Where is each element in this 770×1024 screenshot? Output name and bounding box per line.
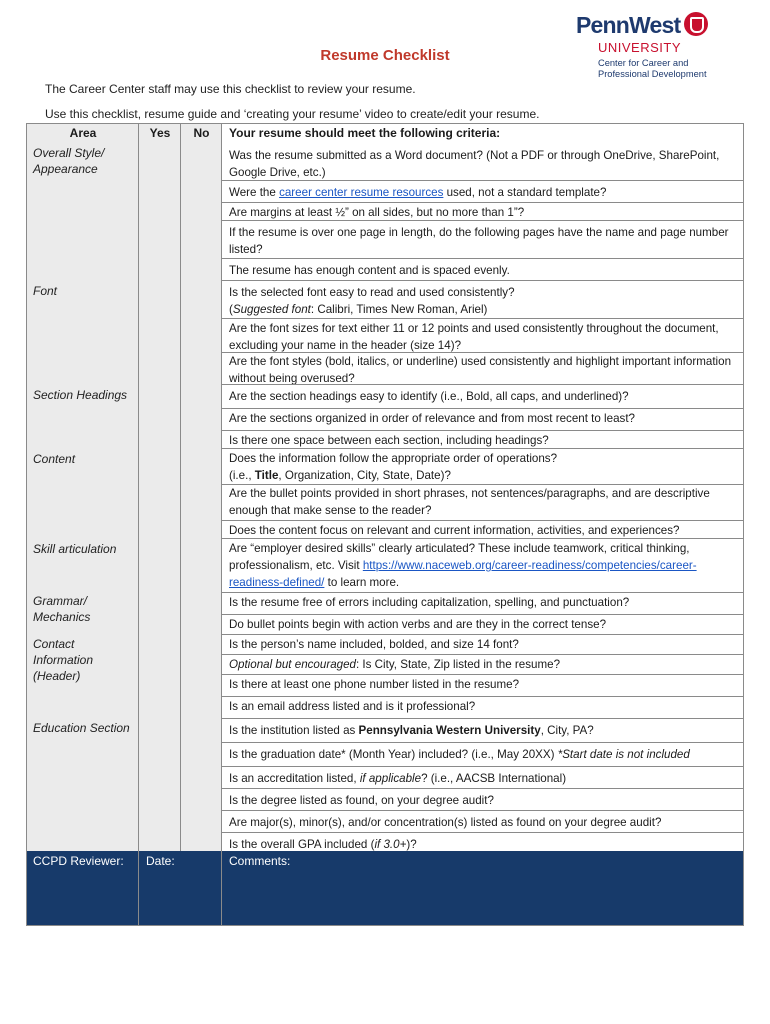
- criteria-text: Is there one space between each section, including headings?: [229, 434, 549, 447]
- criteria-row: [222, 258, 743, 280]
- criteria-text: Was the resume submitted as a Word document? (Not a PDF or through OneDrive, SharePoint, Google Drive, etc.): [229, 149, 720, 179]
- criteria-row: [222, 538, 743, 592]
- reviewer-footer: [27, 851, 743, 925]
- intro-line-1: The Career Center staff may use this checklist to review your resume.: [45, 82, 416, 96]
- criteria-text: Are the section headings easy to identify (i.e., Bold, all caps, and underlined)?: [229, 390, 629, 403]
- criteria-row: [222, 788, 743, 810]
- criteria-text: If the resume is over one page in length, do the following pages have the name and page number listed?: [229, 226, 729, 256]
- comments-label: Comments:: [229, 854, 291, 868]
- criteria-text: Is the overall GPA included (if 3.0+)?: [229, 838, 417, 851]
- area-column: [27, 124, 139, 925]
- area-overall-style: Overall Style/ Appearance: [33, 146, 105, 176]
- criteria-text: Are “employer desired skills” clearly articulated? These include teamwork, critical thinking, professionalism, etc. Visit https://www.naceweb.org/career-readiness/competencies/career-readiness-defined/ to learn more.: [229, 542, 697, 589]
- area-section-headings: Section Headings: [33, 388, 128, 402]
- criteria-row: [222, 742, 743, 766]
- criteria-row: [222, 592, 743, 614]
- page-title: Resume Checklist: [320, 47, 450, 64]
- criteria-row: [222, 202, 743, 220]
- criteria-row: [222, 430, 743, 448]
- header-yes: Yes: [149, 126, 171, 140]
- criteria-row: [222, 614, 743, 634]
- no-column[interactable]: [181, 124, 222, 925]
- area-education: Education Section: [33, 721, 130, 735]
- criteria-row: [222, 180, 743, 202]
- criteria-row: [222, 318, 743, 352]
- criteria-row: [222, 408, 743, 430]
- date-field[interactable]: [139, 851, 222, 925]
- criteria-row: [222, 654, 743, 674]
- criteria-text: Is the selected font easy to read and used consistently? (Suggested font: Calibri, Times New Roman, Ariel): [229, 286, 515, 316]
- criteria-text: Is the graduation date* (Month Year) included? (i.e., May 20XX) *Start date is not included: [229, 748, 690, 761]
- criteria-text: Is the degree listed as found, on your degree audit?: [229, 794, 494, 807]
- checklist-table: [26, 123, 744, 926]
- criteria-text: Does the content focus on relevant and current information, activities, and experiences?: [229, 524, 680, 537]
- comments-field[interactable]: [222, 851, 743, 925]
- criteria-text: Is the person’s name included, bolded, and size 14 font?: [229, 638, 519, 651]
- university-seal-icon: [684, 12, 708, 36]
- criteria-text: Are the font styles (bold, italics, or underline) used consistently and highlight important information without being overused?: [229, 355, 732, 385]
- header-area: Area: [69, 126, 97, 140]
- criteria-row: [222, 484, 743, 520]
- criteria-text: Are the font sizes for text either 11 or 12 points and used consistently throughout the document, excluding your name in the header (size 14)?: [229, 322, 719, 352]
- area-grammar: Grammar/ Mechanics: [33, 594, 91, 624]
- criteria-text: Are margins at least ½” on all sides, but no more than 1”?: [229, 206, 525, 219]
- criteria-row: [222, 674, 743, 696]
- header-criteria: Your resume should meet the following criteria:: [229, 126, 501, 140]
- reviewer-field[interactable]: [27, 851, 139, 925]
- criteria-row: [222, 144, 743, 180]
- criteria-text: Optional but encouraged: Is City, State, Zip listed in the resume?: [229, 658, 561, 671]
- area-font: Font: [33, 284, 58, 298]
- criteria-row: [222, 448, 743, 484]
- criteria-row: [222, 766, 743, 788]
- criteria-row: [222, 634, 743, 654]
- header-no: No: [193, 126, 210, 140]
- criteria-row: [222, 384, 743, 408]
- criteria-text: The resume has enough content and is spaced evenly.: [229, 264, 510, 277]
- intro-line-2: Use this checklist, resume guide and ‘creating your resume’ video to create/edit your resume.: [45, 107, 540, 121]
- yes-column[interactable]: [139, 124, 181, 925]
- logo-center-line2: Professional Development: [598, 69, 707, 79]
- criteria-row: [222, 696, 743, 718]
- logo-brand: PennWest: [576, 12, 681, 38]
- criteria-text: Are the sections organized in order of relevance and from most recent to least?: [229, 412, 635, 425]
- criteria-row: [222, 810, 743, 832]
- area-content: Content: [33, 452, 76, 466]
- criteria-text: Does the information follow the appropriate order of operations? (i.e., Title, Organization, City, State, Date)?: [229, 452, 558, 482]
- reviewer-label: CCPD Reviewer:: [33, 854, 124, 868]
- criteria-row: [222, 520, 743, 538]
- criteria-text: Is an email address listed and is it professional?: [229, 700, 476, 713]
- pennwest-logo: [574, 8, 714, 82]
- criteria-row: [222, 280, 743, 318]
- date-label: Date:: [146, 854, 175, 868]
- criteria-text: Is there at least one phone number listed in the resume?: [229, 678, 520, 691]
- criteria-row: [222, 220, 743, 258]
- criteria-row: [222, 832, 743, 853]
- criteria-row: [222, 718, 743, 742]
- naceweb-link[interactable]: https://www.naceweb.org/career-readiness/competencies/career-readiness-defined/: [229, 559, 697, 589]
- criteria-text: Is the institution listed as Pennsylvania Western University, City, PA?: [229, 724, 594, 737]
- criteria-text: Are major(s), minor(s), and/or concentration(s) listed as found on your degree audit?: [229, 816, 662, 829]
- criteria-text: Do bullet points begin with action verbs and are they in the correct tense?: [229, 618, 607, 631]
- criteria-row: [222, 352, 743, 384]
- criteria-text: Is the resume free of errors including capitalization, spelling, and punctuation?: [229, 596, 630, 609]
- table-header: [27, 124, 745, 144]
- criteria-text: Were the career center resume resources used, not a standard template?: [229, 186, 607, 199]
- logo-center-line1: Center for Career and: [598, 58, 689, 68]
- resume-resources-link[interactable]: career center resume resources: [279, 186, 444, 199]
- area-contact: Contact Information (Header): [33, 637, 94, 683]
- criteria-text: Is an accreditation listed, if applicable? (i.e., AACSB International): [229, 772, 567, 785]
- criteria-text: Are the bullet points provided in short phrases, not sentences/paragraphs, and are descriptive enough that make sense to the reader?: [229, 487, 710, 517]
- area-skill-articulation: Skill articulation: [33, 542, 117, 556]
- logo-university: UNIVERSITY: [598, 40, 682, 55]
